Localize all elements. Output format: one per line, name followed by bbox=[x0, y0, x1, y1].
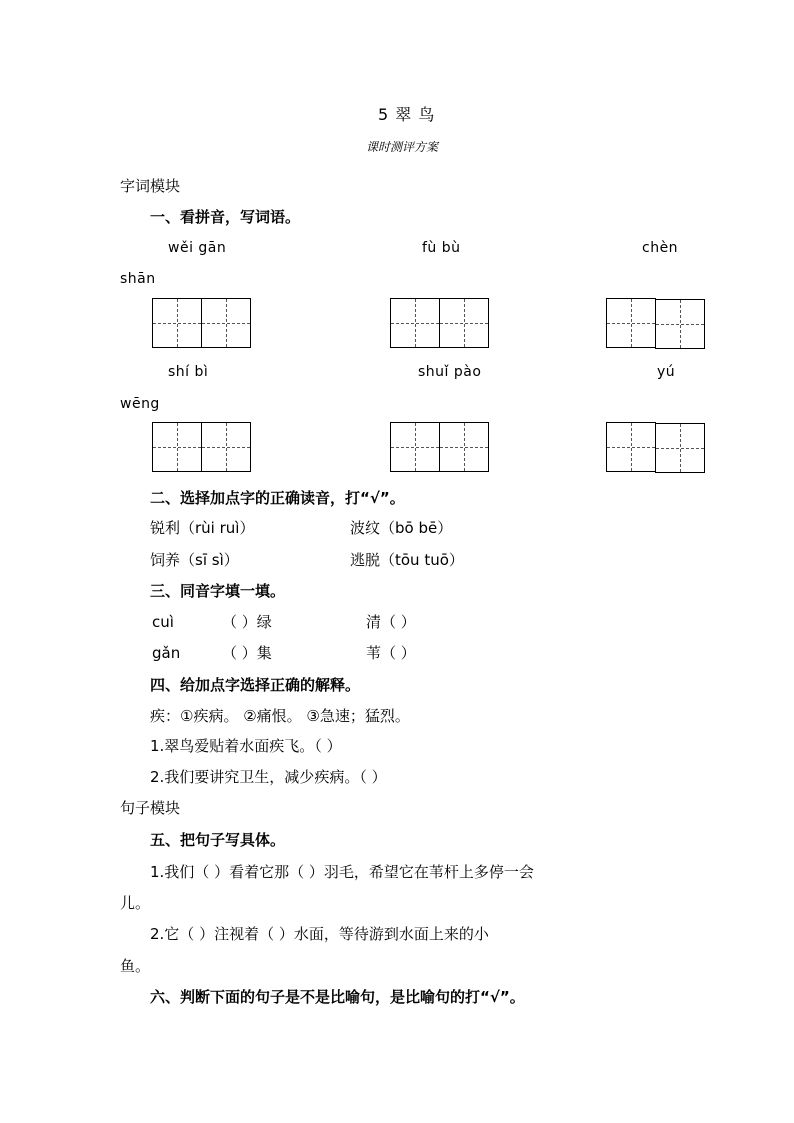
writing-grid[interactable] bbox=[606, 422, 705, 473]
writing-cell[interactable] bbox=[655, 423, 705, 473]
writing-cell[interactable] bbox=[201, 422, 251, 472]
writing-cell[interactable] bbox=[606, 298, 656, 348]
pinyin-3: chèn bbox=[642, 240, 679, 256]
writing-cell[interactable] bbox=[606, 422, 656, 472]
section-sentence-module: 句子模块 bbox=[120, 799, 181, 817]
homophone-pinyin: gǎn bbox=[152, 644, 181, 662]
writing-grid[interactable] bbox=[152, 422, 251, 472]
writing-grid[interactable] bbox=[152, 298, 251, 348]
pinyin-2: fù bù bbox=[422, 240, 461, 256]
fill-blank[interactable]: 苇（ ） bbox=[366, 644, 416, 662]
question-item[interactable]: 1.翠鸟爱贴着水面疾飞。（ ） bbox=[150, 737, 342, 755]
fill-blank[interactable]: 清（ ） bbox=[366, 613, 416, 631]
choice-item[interactable]: 逃脱（tōu tuō） bbox=[350, 551, 464, 569]
writing-cell[interactable] bbox=[201, 298, 251, 348]
pinyin-7: yú bbox=[657, 364, 676, 380]
choice-item[interactable]: 波纹（bō bē） bbox=[350, 519, 453, 537]
question-2-heading: 二、选择加点字的正确读音，打“√”。 bbox=[150, 489, 405, 507]
writing-cell[interactable] bbox=[655, 299, 705, 349]
question-item[interactable]: 1.我们（ ）看着它那（ ）羽毛，希望它在苇杆上多停一会 bbox=[150, 863, 534, 881]
pinyin-8: wēng bbox=[120, 396, 160, 412]
section-words-module: 字词模块 bbox=[120, 177, 181, 195]
pinyin-5: shí bì bbox=[168, 364, 209, 380]
definition-line: 疾：①疾病。 ②痛恨。 ③急速；猛烈。 bbox=[150, 707, 410, 725]
writing-cell[interactable] bbox=[439, 298, 489, 348]
question-item[interactable]: 2.它（ ）注视着（ ）水面，等待游到水面上来的小 bbox=[150, 925, 489, 943]
pinyin-4: shān bbox=[120, 271, 156, 287]
question-item-continued: 儿。 bbox=[120, 894, 151, 912]
homophone-pinyin: cuì bbox=[152, 613, 174, 631]
writing-cell[interactable] bbox=[152, 422, 202, 472]
question-item-continued: 鱼。 bbox=[120, 957, 151, 975]
pinyin-6: shuǐ pào bbox=[418, 364, 482, 380]
choice-item[interactable]: 饲养（sī sì） bbox=[150, 551, 239, 569]
choice-item[interactable]: 锐利（rùi ruì） bbox=[150, 519, 255, 537]
writing-cell[interactable] bbox=[439, 422, 489, 472]
writing-cell[interactable] bbox=[390, 298, 440, 348]
question-item[interactable]: 2.我们要讲究卫生，减少疾病。（ ） bbox=[150, 768, 387, 786]
question-1-heading: 一、看拼音，写词语。 bbox=[150, 208, 301, 226]
question-6-heading: 六、判断下面的句子是不是比喻句，是比喻句的打“√”。 bbox=[150, 988, 525, 1006]
writing-cell[interactable] bbox=[390, 422, 440, 472]
question-3-heading: 三、同音字填一填。 bbox=[150, 582, 286, 600]
question-4-heading: 四、给加点字选择正确的解释。 bbox=[150, 676, 361, 694]
writing-grid[interactable] bbox=[606, 298, 705, 349]
fill-blank[interactable]: （ ）集 bbox=[222, 644, 272, 662]
writing-grid[interactable] bbox=[390, 298, 489, 348]
page-title: 5 翠 鸟 bbox=[378, 105, 436, 124]
writing-cell[interactable] bbox=[152, 298, 202, 348]
pinyin-1: wěi gān bbox=[168, 240, 227, 256]
fill-blank[interactable]: （ ）绿 bbox=[222, 613, 272, 631]
writing-grid[interactable] bbox=[390, 422, 489, 472]
page-subtitle: 课时测评方案 bbox=[366, 140, 439, 154]
question-5-heading: 五、把句子写具体。 bbox=[150, 831, 286, 849]
